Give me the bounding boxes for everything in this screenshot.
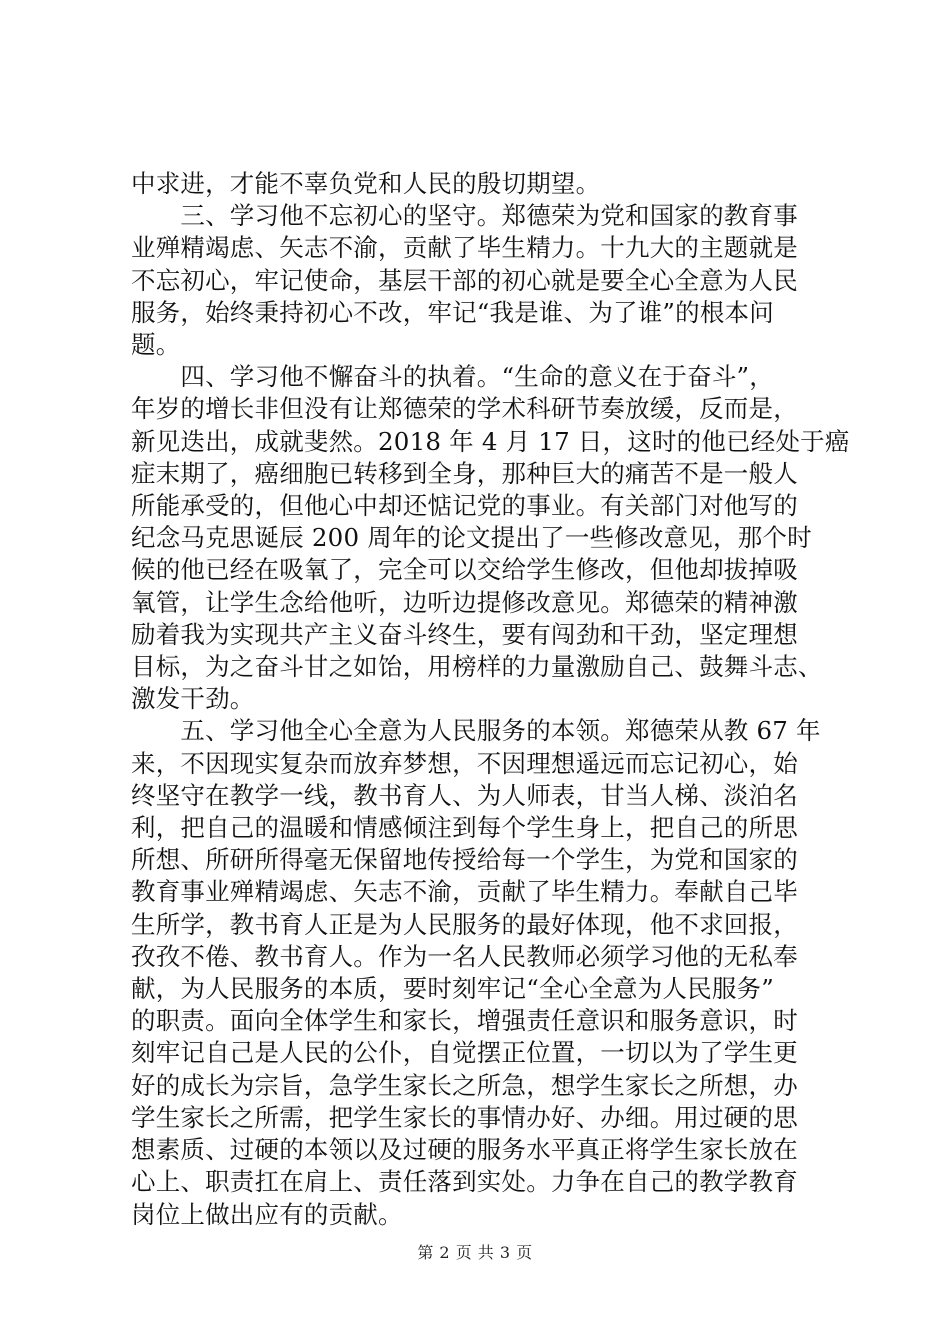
text-line: 心上、职责扛在肩上、责任落到实处。力争在自己的教学教育 (131, 1167, 798, 1197)
text-line: 刻牢记自己是人民的公仆，自觉摆正位置，一切以为了学生更 (131, 1038, 798, 1068)
text-line: 激发干劲。 (131, 684, 255, 714)
text-line: 中求进，才能不辜负党和人民的殷切期望。 (131, 169, 601, 198)
text-line: 题。 (131, 330, 181, 360)
text-line: 候的他已经在吸氧了，完全可以交给学生修改，但他却拔掉吸 (131, 555, 798, 585)
text-line: 学生家长之所需，把学生家长的事情办好、办细。用过硬的思 (131, 1102, 798, 1132)
text-line: 症末期了，癌细胞已转移到全身，那种巨大的痛苦不是一般人 (131, 458, 798, 488)
text-line: 教育事业殚精竭虑、矢志不渝，贡献了毕生精力。奉献自己毕 (131, 877, 798, 907)
text-line: 服务，始终秉持初心不改，牢记“我是谁、为了谁”的根本问 (131, 297, 774, 327)
text-line: 新见迭出，成就斐然。2018 年 4 月 17 日，这时的他已经处于癌 (131, 426, 850, 456)
text-line: 氧管，让学生念给他听，边听边提修改意见。郑德荣的精神激 (131, 587, 798, 617)
text-line: 献，为人民服务的本质，要时刻牢记“全心全意为人民服务” (131, 974, 774, 1004)
text-line: 想素质、过硬的本领以及过硬的服务水平真正将学生家长放在 (131, 1135, 798, 1165)
document-body (131, 168, 851, 1231)
text-line: 的职责。面向全体学生和家长，增强责任意识和服务意识，时 (131, 1006, 798, 1036)
text-line: 孜孜不倦、教书育人。作为一名人民教师必须学习他的无私奉 (131, 941, 798, 971)
text-line: 目标，为之奋斗甘之如饴，用榜样的力量激励自己、鼓舞斗志、 (131, 652, 823, 682)
text-line: 励着我为实现共产主义奋斗终生，要有闯劲和干劲，坚定理想 (131, 619, 798, 649)
text-line: 终坚守在教学一线，教书育人、为人师表，甘当人梯、淡泊名 (131, 780, 798, 810)
text-line: 来，不因现实复杂而放弃梦想，不因理想遥远而忘记初心，始 (131, 748, 798, 778)
page-number-footer: 第 2 页 共 3 页 (417, 1243, 533, 1262)
text-line: 四、学习他不懈奋斗的执着。“生命的意义在于奋斗”， (131, 362, 774, 392)
text-line: 年岁的增长非但没有让郑德荣的学术科研节奏放缓，反而是， (131, 394, 798, 424)
text-line: 五、学习他全心全意为人民服务的本领。郑德荣从教 67 年 (131, 716, 821, 746)
text-line: 业殚精竭虑、矢志不渝，贡献了毕生精力。十九大的主题就是 (131, 233, 798, 263)
text-line: 利，把自己的温暖和情感倾注到每个学生身上，把自己的所思 (131, 813, 798, 843)
text-line: 三、学习他不忘初心的坚守。郑德荣为党和国家的教育事 (131, 201, 798, 231)
text-line: 生所学，教书育人正是为人民服务的最好体现，他不求回报， (131, 909, 798, 939)
text-line: 好的成长为宗旨，急学生家长之所急，想学生家长之所想，办 (131, 1070, 798, 1100)
text-line: 所想、所研所得毫无保留地传授给每一个学生，为党和国家的 (131, 845, 798, 875)
text-line: 岗位上做出应有的贡献。 (131, 1199, 403, 1229)
text-line: 不忘初心，牢记使命，基层干部的初心就是要全心全意为人民 (131, 265, 798, 295)
text-line: 所能承受的，但他心中却还惦记党的事业。有关部门对他写的 (131, 491, 798, 521)
text-line: 纪念马克思诞辰 200 周年的论文提出了一些修改意见，那个时 (131, 523, 812, 553)
